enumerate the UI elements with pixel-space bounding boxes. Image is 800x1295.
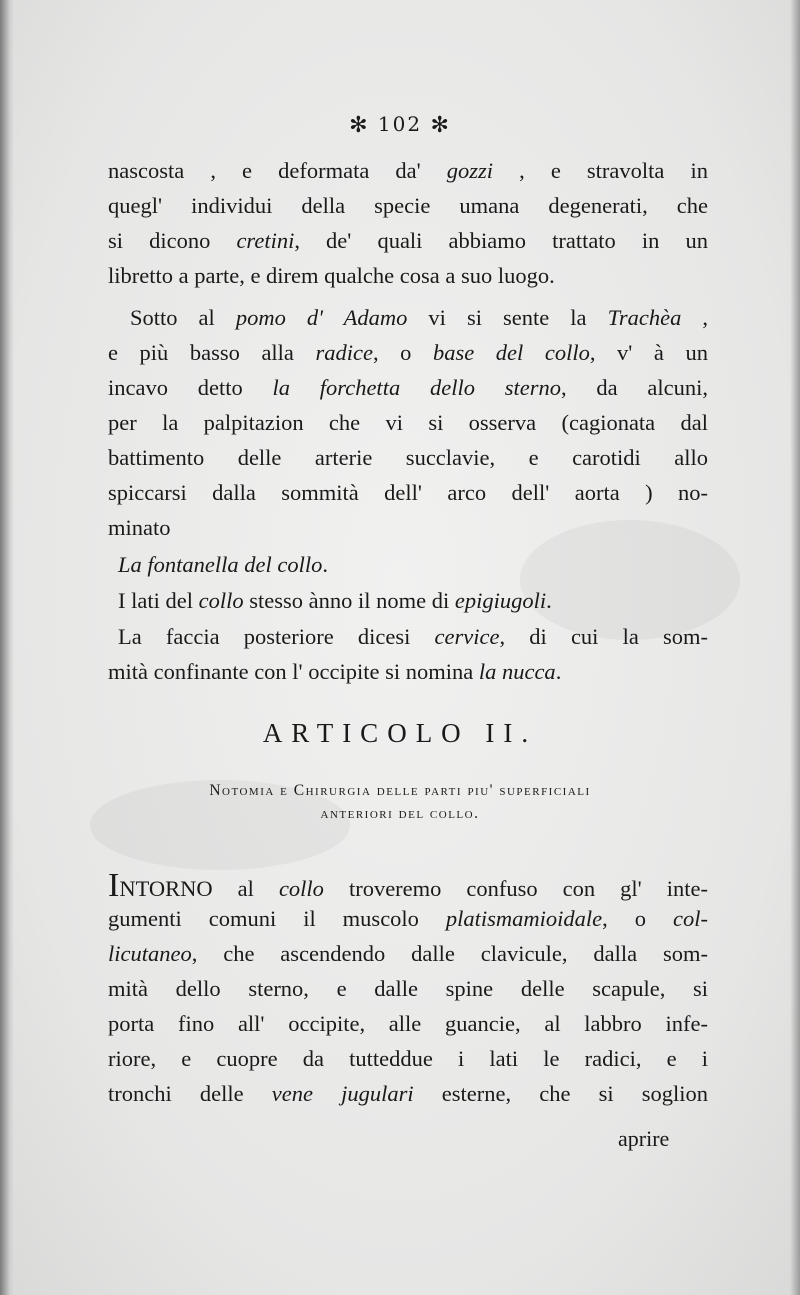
italic-term: collo [198, 588, 244, 613]
text-line [108, 908, 708, 931]
italic-term: cretini [236, 228, 295, 253]
text-run: . [546, 588, 552, 613]
catchword: aprire [618, 1126, 670, 1151]
text-line [108, 412, 708, 435]
text-run: battimento delle arterie succlavie, e carotidi allo [108, 445, 708, 470]
text-run: incavo detto [108, 375, 273, 400]
article-title: ARTICOLO II. [262, 718, 538, 748]
text-run: troveremo confuso con gl' inte- [323, 876, 708, 901]
initial-letter: I [108, 867, 120, 904]
text-run: La faccia posteriore dicesi [118, 624, 435, 649]
text-line [108, 265, 708, 288]
text-run: stesso ànno il nome di [243, 588, 455, 613]
text-run: libretto a parte, e direm qualche cosa a suo luogo. [108, 263, 555, 288]
text-run: , v' à un [589, 340, 708, 365]
text-run: , che ascendendo dalle clavicule, dalla som- [191, 941, 708, 966]
article-subtitle: Notomia e Chirurgia delle parti piu' superficiali [209, 782, 591, 799]
text-run: porta fino all' occipite, alle guancie, al labbro infe- [108, 1011, 708, 1036]
text-run: al [212, 876, 279, 901]
text-run: mità dello sterno, e dalle spine delle scapule, si [108, 976, 708, 1001]
text-run: . [555, 659, 562, 684]
italic-term: base del collo [433, 340, 590, 365]
text-run: , e stravolta in [493, 158, 708, 183]
text-run: mità confinante con l' occipite si nomina [108, 659, 479, 684]
italic-term: radice [315, 340, 373, 365]
italic-term: pomo d' Adamo [235, 305, 408, 330]
text-run: I lati del [118, 588, 199, 613]
text-run: tronchi delle [108, 1081, 272, 1106]
page-header [0, 112, 800, 138]
italic-term: Trachèa [607, 305, 682, 330]
text-run: , [681, 305, 709, 330]
ornament-left-icon: ✻ [349, 113, 370, 138]
text-line [108, 482, 708, 505]
text-line [108, 377, 708, 400]
italic-term: cervice [434, 624, 500, 649]
paragraph-first-line [118, 590, 718, 613]
text-run: , o [602, 906, 674, 931]
text-run: Sotto al [130, 305, 236, 330]
text-line [118, 554, 718, 577]
italic-term: gozzi [446, 158, 494, 183]
paragraph-first-line [130, 307, 708, 330]
text-run: , di cui la som- [499, 624, 708, 649]
italic-term: collo [278, 876, 324, 901]
text-run: minato [108, 515, 171, 540]
text-run: nascosta , e deformata da' [108, 158, 447, 183]
text-run: . [322, 552, 328, 577]
text-line [108, 978, 708, 1001]
text-line [108, 1083, 708, 1106]
text-line [108, 1048, 708, 1071]
italic-term: platismamioidale [445, 906, 603, 931]
text-run: per la palpitazion che vi si osserva (cagionata dal [108, 410, 708, 435]
text-line [108, 517, 708, 540]
text-line [108, 160, 708, 183]
text-run: vi si sente la [407, 305, 608, 330]
text-line [108, 195, 708, 218]
text-run: , da alcuni, [560, 375, 708, 400]
text-run: si dicono [108, 228, 237, 253]
italic-term: licutaneo [108, 941, 192, 966]
text-line [108, 1013, 708, 1036]
text-run: quegl' individui della specie umana degenerati, che [108, 193, 708, 218]
text-run: spiccarsi dalla sommità dell' arco dell' aorta ) no- [108, 480, 708, 505]
text-line [108, 230, 708, 253]
ornament-right-icon: ✻ [430, 113, 451, 138]
text-run: riore, e cuopre da tutteddue i lati le radici, e i [108, 1046, 708, 1071]
italic-term: la forchetta dello sterno [272, 375, 561, 400]
page-edge-shadow-left [0, 0, 14, 1295]
italic-term: col- [673, 906, 708, 931]
text-run: gumenti comuni il muscolo [108, 906, 446, 931]
text-line [108, 342, 708, 365]
italic-term: La fontanella del collo [118, 552, 323, 577]
text-line [108, 447, 708, 470]
text-run: e più basso alla [108, 340, 316, 365]
text-run: esterne, che si soglion [413, 1081, 708, 1106]
page-edge-shadow-right [790, 0, 800, 1295]
text-line [108, 943, 708, 966]
text-run: NTORNO [119, 876, 213, 901]
text-line [108, 661, 708, 684]
italic-term: la nucca [478, 659, 556, 684]
italic-term: epigiugoli [454, 588, 547, 613]
article-subtitle: anteriori del collo. [320, 805, 480, 822]
text-run: , o [372, 340, 433, 365]
text-run: , de' quali abbiamo trattato in un [294, 228, 708, 253]
paragraph-first-line [118, 626, 708, 649]
page-number: 102 [377, 112, 423, 136]
paragraph-first-line [108, 867, 708, 904]
italic-term: vene jugulari [271, 1081, 414, 1106]
